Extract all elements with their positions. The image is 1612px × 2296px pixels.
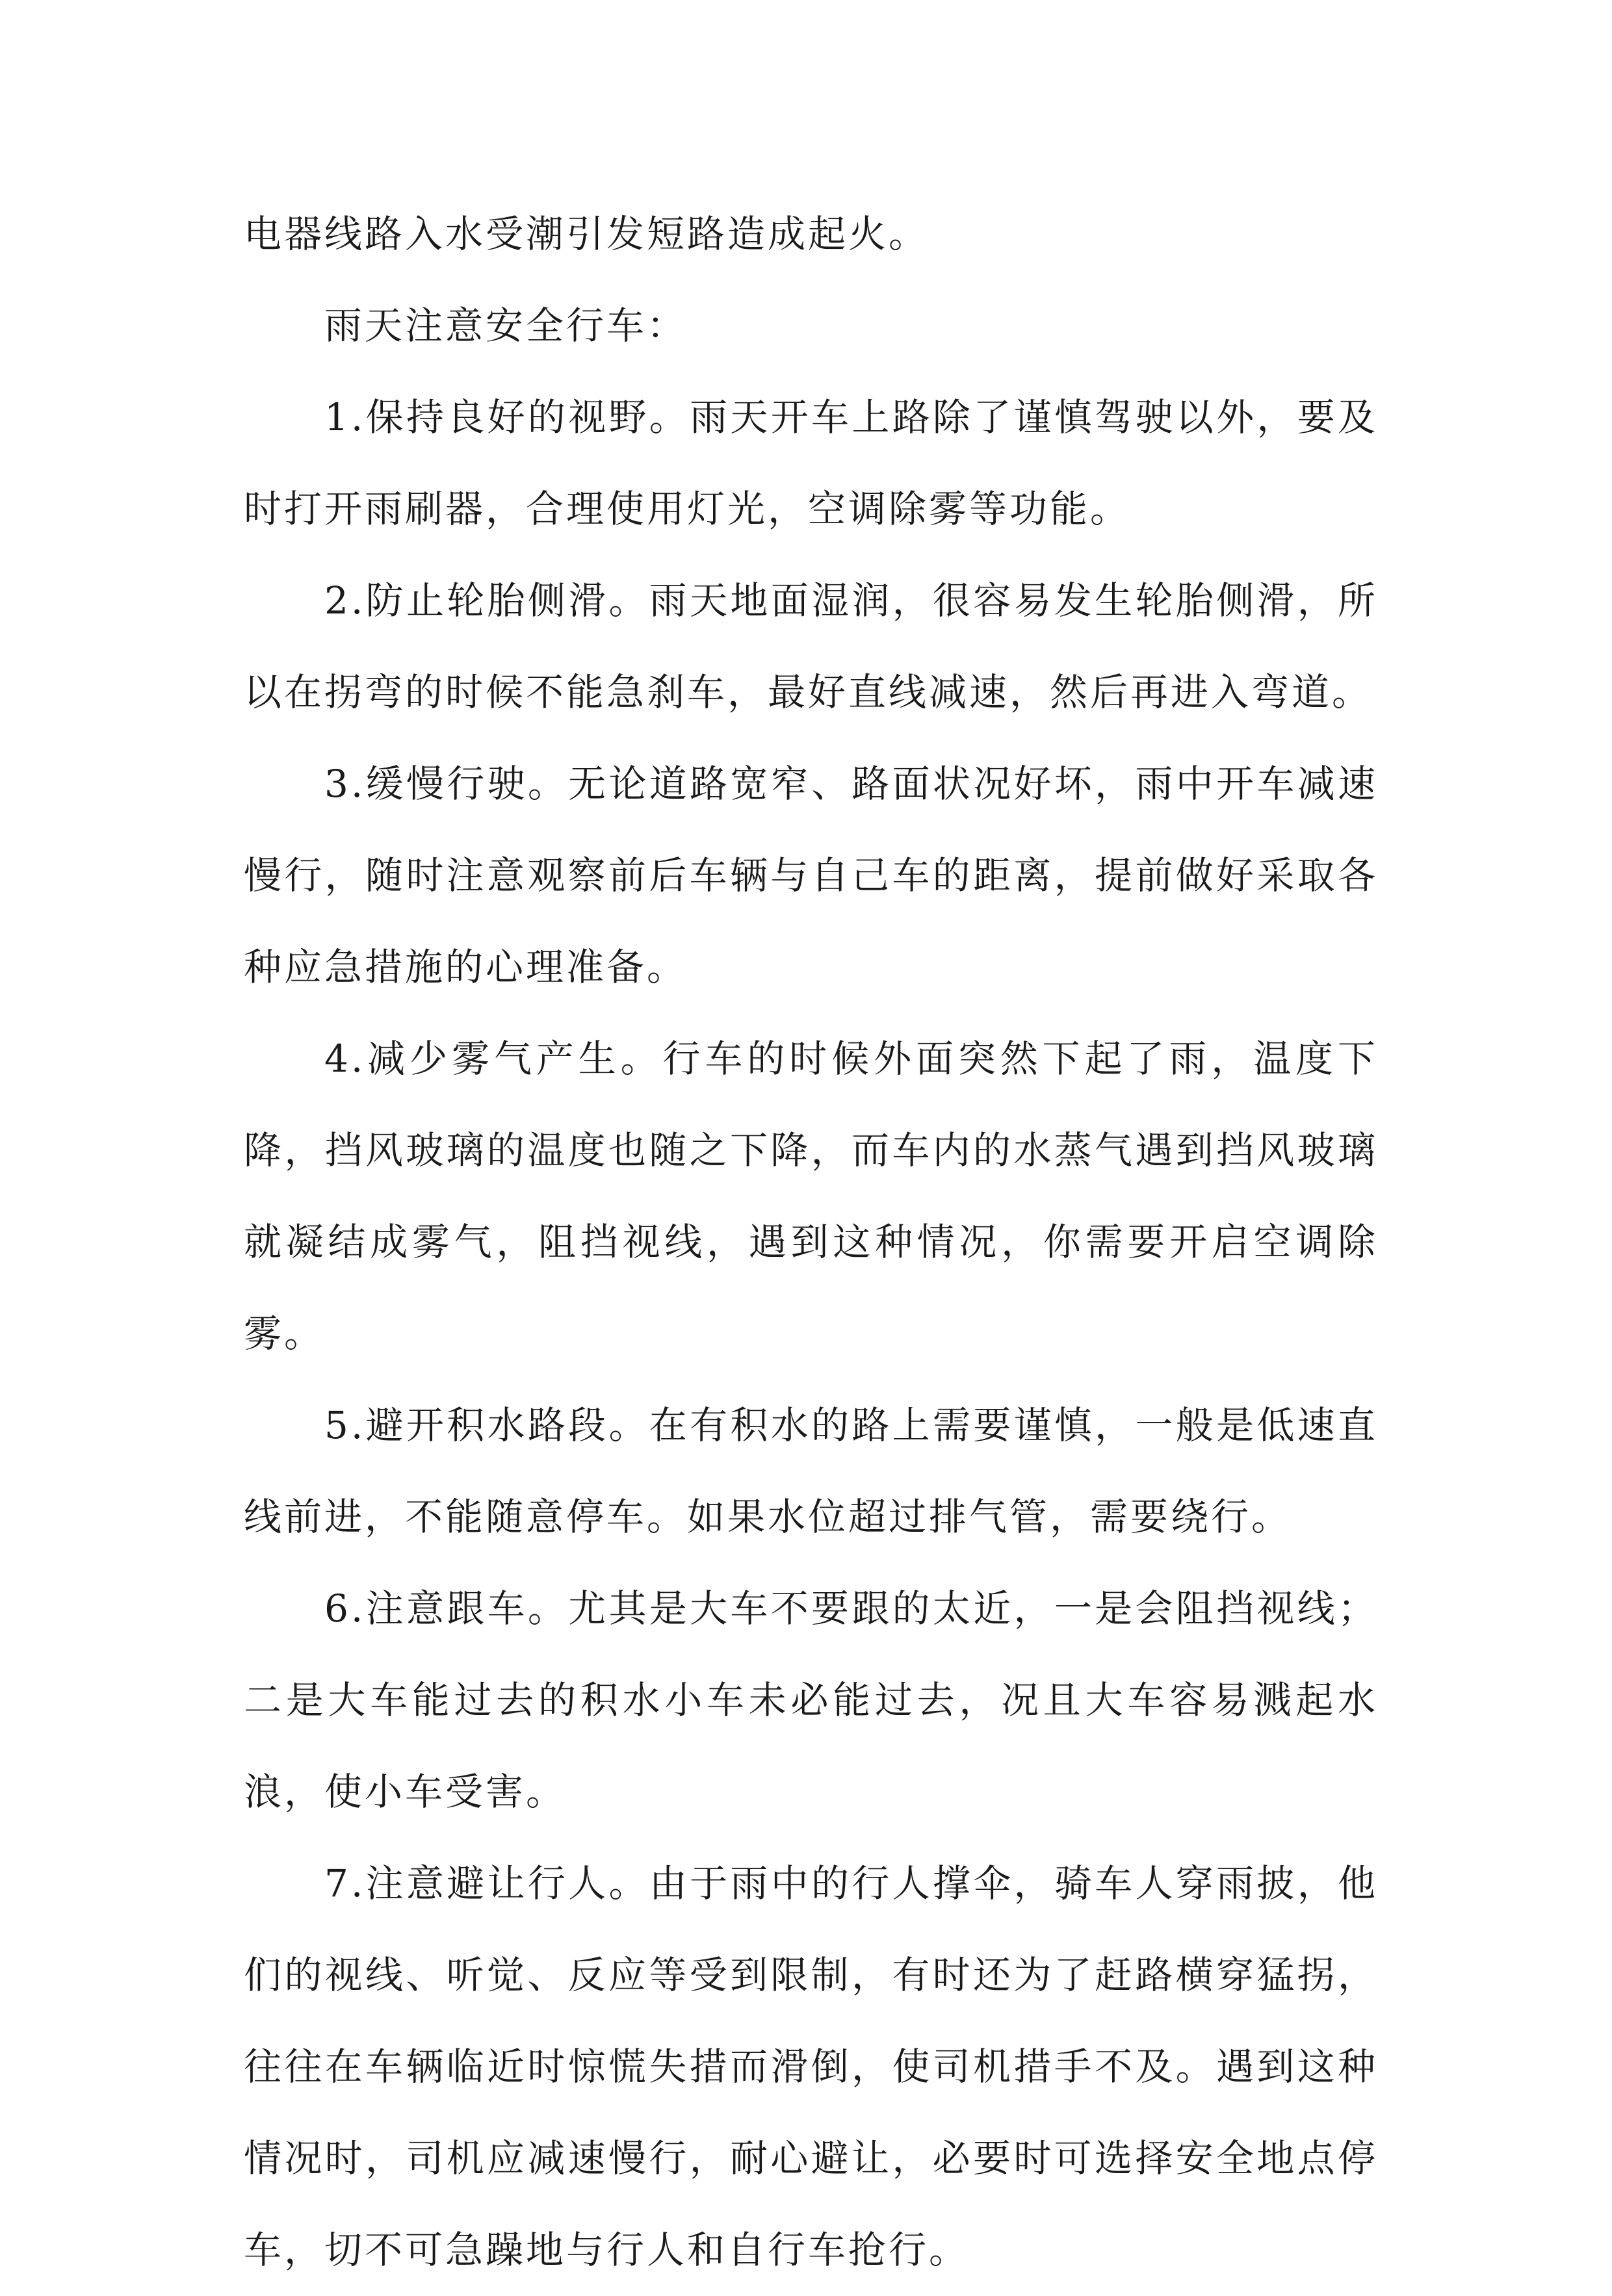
paragraph-item-3: 3.缓慢行驶。无论道路宽窄、路面状况好坏，雨中开车减速慢行，随时注意观察前后车辆与自己车的距离，提前做好采取各种应急措施的心理准备。 — [244, 762, 1378, 989]
section-heading: 雨天注意安全行车： — [324, 303, 688, 348]
paragraph-item-6: 6.注意跟车。尤其是大车不要跟的太近，一是会阻挡视线；二是大车能过去的积水小车未必能过去，况且大车容易溅起水浪，使小车受害。 — [244, 1586, 1378, 1814]
document-body — [244, 188, 1378, 2296]
paragraph-item-2: 2.防止轮胎侧滑。雨天地面湿润，很容易发生轮胎侧滑，所以在拐弯的时候不能急刹车，最好直线减速，然后再进入弯道。 — [244, 578, 1378, 714]
paragraph-item-1: 1.保持良好的视野。雨天开车上路除了谨慎驾驶以外，要及时打开雨刷器，合理使用灯光，空调除雾等功能。 — [244, 395, 1378, 531]
paragraph-continuation: 电器线路入水受潮引发短路造成起火。 — [244, 212, 930, 256]
paragraph-item-7: 7.注意避让行人。由于雨中的行人撑伞，骑车人穿雨披，他们的视线、听觉、反应等受到限制，有时还为了赶路横穿猛拐，往往在车辆临近时惊慌失措而滑倒，使司机措手不及。遇到这种情况时，司机应减速慢行，耐心避让，必要时可选择安全地点停车，切不可急躁地与行人和自行车抢行。 — [244, 1861, 1378, 2272]
paragraph-item-5: 5.避开积水路段。在有积水的路上需要谨慎，一般是低速直线前进，不能随意停车。如果水位超过排气管，需要绕行。 — [244, 1403, 1378, 1539]
paragraph-item-4: 4.减少雾气产生。行车的时候外面突然下起了雨，温度下降，挡风玻璃的温度也随之下降，而车内的水蒸气遇到挡风玻璃就凝结成雾气，阻挡视线，遇到这种情况，你需要开启空调除雾。 — [244, 1037, 1378, 1356]
